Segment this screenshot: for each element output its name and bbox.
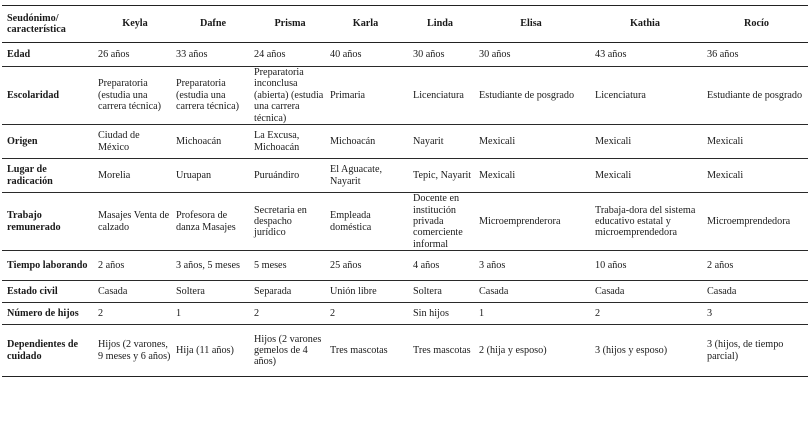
table-cell: Profesora de danza Masajes: [174, 193, 252, 251]
table-cell: Tres mascotas: [328, 325, 403, 377]
table-cell: 36 años: [705, 43, 808, 67]
table-cell: Hijos (2 varones, 9 meses y 6 años): [96, 325, 174, 377]
table-cell: 2 (hija y esposo): [477, 325, 585, 377]
column-header: Keyla: [96, 6, 174, 43]
table-cell: Primaria: [328, 67, 403, 125]
table-cell: Masajes Venta de calzado: [96, 193, 174, 251]
table-cell: 3 (hijos, de tiempo parcial): [705, 325, 808, 377]
table-cell: 25 años: [328, 251, 403, 281]
row-label: Dependientes de cuidado: [2, 325, 96, 377]
table-cell: Tres mascotas: [403, 325, 477, 377]
table-cell: 2: [585, 303, 705, 325]
table-cell: Mexicali: [477, 125, 585, 159]
table-cell: Ciudad de México: [96, 125, 174, 159]
table-cell: 33 años: [174, 43, 252, 67]
table-cell: 3 (hijos y esposo): [585, 325, 705, 377]
table-cell: 30 años: [403, 43, 477, 67]
table-cell: Casada: [477, 281, 585, 303]
table-cell: Mexicali: [585, 125, 705, 159]
table-cell: Tepic, Nayarit: [403, 159, 477, 193]
table-row: [2, 67, 808, 125]
table-cell: Hijos (2 varones gemelos de 4 años): [252, 325, 328, 377]
table-cell: Preparatoria (estudia una carrera técnica): [174, 67, 252, 125]
table-cell: Morelia: [96, 159, 174, 193]
column-header: Prisma: [252, 6, 328, 43]
table-row: [2, 43, 808, 67]
table-cell: 2 años: [705, 251, 808, 281]
column-header: Linda: [403, 6, 477, 43]
table-cell: Microemprendedora: [705, 193, 808, 251]
table-cell: Microemprenderora: [477, 193, 585, 251]
table-cell: La Excusa, Michoacán: [252, 125, 328, 159]
table-cell: Unión libre: [328, 281, 403, 303]
table-cell: 43 años: [585, 43, 705, 67]
row-label: Estado civil: [2, 281, 96, 303]
table-cell: 2: [252, 303, 328, 325]
table-cell: Licenciatura: [403, 67, 477, 125]
table-cell: 3 años, 5 meses: [174, 251, 252, 281]
row-label: Tiempo laborando: [2, 251, 96, 281]
table-cell: Empleada doméstica: [328, 193, 403, 251]
row-label: Número de hijos: [2, 303, 96, 325]
table-cell: Mexicali: [585, 159, 705, 193]
corner-header: Seudónimo/ característica: [2, 6, 96, 43]
row-label: Escolaridad: [2, 67, 96, 125]
row-label: Lugar de radicación: [2, 159, 96, 193]
table-row: [2, 281, 808, 303]
table-cell: Estudiante de posgrado: [705, 67, 808, 125]
table-cell: 2 años: [96, 251, 174, 281]
table-cell: 4 años: [403, 251, 477, 281]
row-label: Origen: [2, 125, 96, 159]
table-cell: Puruándiro: [252, 159, 328, 193]
table-row: [2, 303, 808, 325]
table-cell: Hija (11 años): [174, 325, 252, 377]
column-header: Elisa: [477, 6, 585, 43]
table-cell: Uruapan: [174, 159, 252, 193]
table-cell: Docente en institución privada comerciente informal: [403, 193, 477, 251]
column-header: Kathia: [585, 6, 705, 43]
table-cell: 3: [705, 303, 808, 325]
row-label: Trabajo remunerado: [2, 193, 96, 251]
table-cell: Trabaja-dora del sistema educativo estatal y microemprendedora: [585, 193, 705, 251]
row-label: Edad: [2, 43, 96, 67]
table-cell: 5 meses: [252, 251, 328, 281]
table-row: [2, 251, 808, 281]
table-row: [2, 125, 808, 159]
table-cell: 26 años: [96, 43, 174, 67]
table-row: [2, 159, 808, 193]
table-row: [2, 193, 808, 251]
table-cell: Licenciatura: [585, 67, 705, 125]
table-cell: Casada: [96, 281, 174, 303]
column-header: Dafne: [174, 6, 252, 43]
table-body: [2, 43, 808, 377]
table-cell: Sin hijos: [403, 303, 477, 325]
table-cell: 30 años: [477, 43, 585, 67]
participants-table: [2, 5, 808, 377]
table-cell: 3 años: [477, 251, 585, 281]
table-cell: 24 años: [252, 43, 328, 67]
table-cell: El Aguacate, Nayarit: [328, 159, 403, 193]
table-cell: Michoacán: [328, 125, 403, 159]
table-cell: Mexicali: [477, 159, 585, 193]
table-cell: Preparatoria (estudia una carrera técnica): [96, 67, 174, 125]
table-cell: Soltera: [174, 281, 252, 303]
header-row: [2, 6, 808, 43]
table-cell: 40 años: [328, 43, 403, 67]
table-cell: Michoacán: [174, 125, 252, 159]
table-cell: Casada: [585, 281, 705, 303]
table-row: [2, 325, 808, 377]
table-cell: Separada: [252, 281, 328, 303]
table-cell: 1: [174, 303, 252, 325]
column-header: Karla: [328, 6, 403, 43]
table-cell: Soltera: [403, 281, 477, 303]
table-cell: Secretaria en despacho jurídico: [252, 193, 328, 251]
table-cell: 2: [328, 303, 403, 325]
table-cell: 10 años: [585, 251, 705, 281]
table-cell: Preparatoria inconclusa (abierta) (estudia una carrera técnica): [252, 67, 328, 125]
table-cell: Mexicali: [705, 125, 808, 159]
table-cell: Mexicali: [705, 159, 808, 193]
table-cell: 2: [96, 303, 174, 325]
table-header: [2, 6, 808, 43]
column-header: Rocío: [705, 6, 808, 43]
table-cell: Casada: [705, 281, 808, 303]
table-cell: Nayarit: [403, 125, 477, 159]
table-cell: Estudiante de posgrado: [477, 67, 585, 125]
table-cell: 1: [477, 303, 585, 325]
